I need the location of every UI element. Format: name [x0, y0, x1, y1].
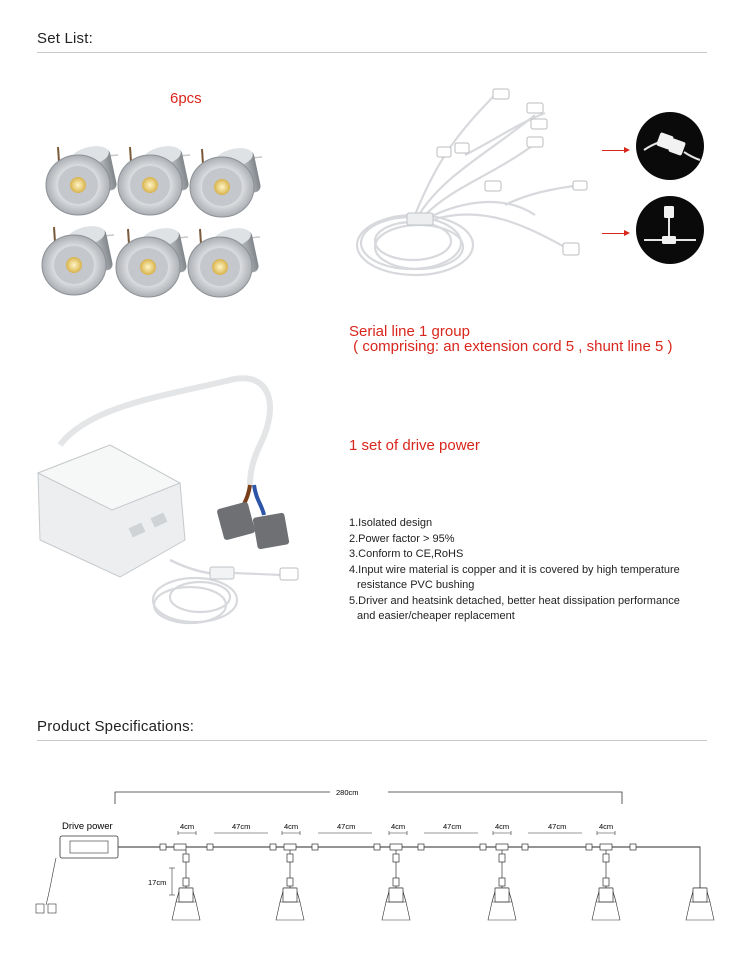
- drive-power-label: Drive power: [62, 821, 113, 832]
- set-list-divider: [37, 52, 707, 53]
- wiring-diagram: [0, 780, 751, 940]
- arrow-line-2: [602, 233, 626, 234]
- total-length-label: 280cm: [336, 788, 359, 797]
- set-list-title: Set List:: [37, 30, 93, 47]
- arrow-line-1: [602, 150, 626, 151]
- plug-right: [48, 904, 56, 913]
- feature-list: [349, 516, 680, 625]
- driver-box: [60, 836, 118, 858]
- spacing-label-short: 4cm: [599, 822, 614, 831]
- feature-item: 3.Conform to CE,RoHS: [349, 548, 464, 560]
- arrow-icon: [624, 147, 630, 153]
- serial-caption-line2: ( comprising: an extension cord 5 , shunt line 5 ): [349, 338, 673, 355]
- drop-length-label: 17cm: [148, 878, 167, 887]
- feature-item-continuation: resistance PVC bushing: [357, 579, 475, 591]
- spacing-label-long: 47cm: [548, 822, 567, 831]
- specs-title: Product Specifications:: [37, 718, 195, 735]
- spacing-label-short: 4cm: [495, 822, 510, 831]
- feature-item: 4.Input wire material is copper and it is covered by high temperature: [349, 563, 680, 576]
- power-cord: [46, 858, 56, 905]
- shunt-zoom-circle: [636, 196, 704, 264]
- spacing-label-short: 4cm: [180, 822, 195, 831]
- cable-end-drop: [630, 847, 700, 890]
- feature-item: 1.Isolated design: [349, 517, 433, 529]
- spacing-label-long: 47cm: [232, 822, 251, 831]
- driver-image: [30, 365, 320, 655]
- serial-caption-line1: Serial line 1 group: [349, 323, 470, 340]
- feature-item: 5.Driver and heatsink detached, better heat dissipation performance: [349, 594, 680, 607]
- feature-item-continuation: and easier/cheaper replacement: [357, 610, 515, 622]
- driver-caption: 1 set of drive power: [349, 437, 480, 454]
- serial-line-image: [345, 85, 605, 295]
- spacing-label-short: 4cm: [391, 822, 406, 831]
- plug-left: [36, 904, 44, 913]
- spacing-label-long: 47cm: [337, 822, 356, 831]
- specs-divider: [37, 740, 707, 741]
- arrow-icon: [624, 230, 630, 236]
- downlights-image: [30, 125, 290, 325]
- spacing-label-short: 4cm: [284, 822, 299, 831]
- connector-zoom-circle: [636, 112, 704, 180]
- feature-item: 2.Power factor > 95%: [349, 532, 455, 545]
- lights-caption: 6pcs: [170, 90, 202, 107]
- spacing-label-long: 47cm: [443, 822, 462, 831]
